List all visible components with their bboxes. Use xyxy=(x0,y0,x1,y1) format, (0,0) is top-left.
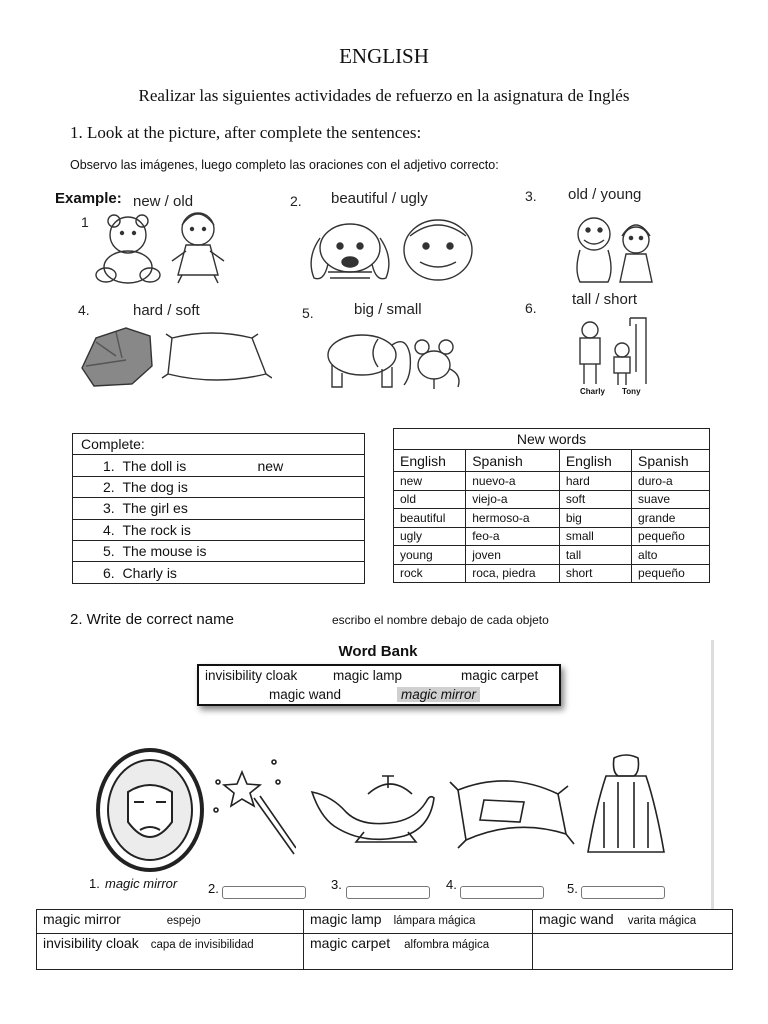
vocab-translation: capa de invisibilidad xyxy=(150,939,254,951)
answer-5-blank[interactable] xyxy=(581,886,665,899)
vocabulary-table xyxy=(36,909,733,970)
vocab-word: magic mirror xyxy=(43,911,121,927)
puppy-and-ogre-illustration xyxy=(300,208,482,284)
row-number: 5. xyxy=(103,543,115,560)
vocab-translation: lámpara mágica xyxy=(393,915,476,927)
vocab-translation: espejo xyxy=(166,915,201,927)
column-header: English xyxy=(559,450,631,472)
elephant-and-mouse-illustration xyxy=(322,325,464,391)
vocab-cell xyxy=(37,910,304,934)
row-number: 1. xyxy=(103,457,115,474)
table-cell: new xyxy=(394,472,466,491)
magic-carpet-illustration xyxy=(444,760,576,858)
new-words-table xyxy=(393,428,710,583)
word-bank-title: Word Bank xyxy=(338,643,418,660)
table-cell: nuevo-a xyxy=(466,472,560,491)
vocab-translation: varita mágica xyxy=(627,915,697,927)
complete-row[interactable] xyxy=(73,519,365,540)
word-bank-item: invisibility cloak xyxy=(205,668,298,683)
table-cell: grande xyxy=(632,509,710,528)
grandfather-and-girl-illustration xyxy=(568,210,664,284)
complete-row[interactable] xyxy=(73,455,365,476)
answer-3-number: 3. xyxy=(331,877,342,892)
picture-2-number: 2. xyxy=(290,193,302,209)
page-subtitle: Realizar las siguientes actividades de refuerzo en la asignatura de Inglés xyxy=(138,86,630,105)
table-row xyxy=(394,509,710,528)
table-row xyxy=(394,490,710,509)
picture-3-number: 3. xyxy=(525,188,537,204)
row-number: 2. xyxy=(103,478,115,495)
row-sentence: Charly is xyxy=(122,564,177,581)
vocab-word: magic lamp xyxy=(310,911,382,927)
row-sentence: The dog is xyxy=(122,478,188,495)
question-2-instructions: escribo el nombre debajo de cada objeto xyxy=(332,613,549,627)
question-2-title: 2. Write de correct name xyxy=(70,611,234,628)
vocab-cell xyxy=(304,934,533,970)
vocab-cell xyxy=(37,934,304,970)
answer-2-number: 2. xyxy=(208,881,219,896)
table-cell: pequeño xyxy=(632,564,710,583)
row-sentence: The rock is xyxy=(122,521,191,538)
vocab-word: magic wand xyxy=(539,911,614,927)
answer-3-blank[interactable] xyxy=(346,886,430,899)
table-cell: pequeño xyxy=(632,527,710,546)
row-number: 3. xyxy=(103,500,115,517)
complete-row[interactable] xyxy=(73,498,365,519)
vocab-cell-empty xyxy=(533,934,733,970)
column-header: Spanish xyxy=(466,450,560,472)
word-bank-item: magic carpet xyxy=(461,668,539,683)
complete-table xyxy=(72,433,365,584)
vocab-cell xyxy=(533,910,733,934)
answer-4-number: 4. xyxy=(446,877,457,892)
row-number: 4. xyxy=(103,521,115,538)
table-cell: feo-a xyxy=(466,527,560,546)
table-cell: alto xyxy=(632,546,710,565)
table-cell: suave xyxy=(632,490,710,509)
word-bank-item: magic lamp xyxy=(333,668,403,683)
complete-header: Complete: xyxy=(73,434,365,455)
question-1-instructions: Observo las imágenes, luego completo las oraciones con el adjetivo correcto: xyxy=(70,158,499,172)
table-cell: beautiful xyxy=(394,509,466,528)
table-row xyxy=(394,472,710,491)
table-row xyxy=(37,910,733,934)
picture-4-label: hard / soft xyxy=(133,302,200,319)
row-sentence: The girl es xyxy=(122,500,188,517)
answer-1-text: magic mirror xyxy=(105,876,178,891)
complete-row[interactable] xyxy=(73,476,365,497)
picture-6-number: 6. xyxy=(525,300,537,316)
table-row xyxy=(394,546,710,565)
charly-and-tony-illustration xyxy=(570,316,670,388)
complete-row[interactable] xyxy=(73,540,365,561)
table-cell: big xyxy=(559,509,631,528)
table-cell: hard xyxy=(559,472,631,491)
complete-row[interactable] xyxy=(73,562,365,583)
row-sentence: The doll is xyxy=(122,457,187,474)
picture-5-label: big / small xyxy=(354,301,422,318)
table-row xyxy=(394,564,710,583)
table-row xyxy=(37,934,733,970)
table-cell: small xyxy=(559,527,631,546)
answer-1-number: 1. xyxy=(89,876,100,891)
magic-mirror-illustration xyxy=(92,746,208,874)
vocab-word: invisibility cloak xyxy=(43,935,139,951)
table-cell: tall xyxy=(559,546,631,565)
vocab-word: magic carpet xyxy=(310,935,391,951)
vocab-cell xyxy=(304,910,533,934)
column-header: English xyxy=(394,450,466,472)
table-cell: old xyxy=(394,490,466,509)
word-bank-item: magic wand xyxy=(269,687,342,702)
magic-wand-illustration xyxy=(204,752,296,858)
picture-2-label: beautiful / ugly xyxy=(331,190,428,207)
answer-2-blank[interactable] xyxy=(222,886,306,899)
new-words-caption: New words xyxy=(394,429,710,450)
picture-6-label: tall / short xyxy=(572,291,638,308)
invisibility-cloak-illustration xyxy=(584,752,668,858)
table-cell: young xyxy=(394,546,466,565)
answer-5-number: 5. xyxy=(567,881,578,896)
table-cell: duro-a xyxy=(632,472,710,491)
row-number: 6. xyxy=(103,564,115,581)
teddy-bear-and-doll-illustration xyxy=(86,205,246,287)
magic-lamp-illustration xyxy=(308,768,438,844)
vocab-translation: alfombra mágica xyxy=(404,939,490,951)
column-header: Spanish xyxy=(632,450,710,472)
page-title: ENGLISH xyxy=(339,44,429,68)
answer-4-blank[interactable] xyxy=(460,886,544,899)
table-row xyxy=(394,527,710,546)
table-cell: viejo-a xyxy=(466,490,560,509)
example-label: Example: xyxy=(55,190,122,207)
scan-edge xyxy=(711,640,714,910)
table-cell: joven xyxy=(466,546,560,565)
row-sentence: The mouse is xyxy=(122,543,207,560)
table-cell: roca, piedra xyxy=(466,564,560,583)
word-bank-box xyxy=(197,664,561,706)
charly-caption: Charly xyxy=(580,387,605,396)
picture-5-number: 5. xyxy=(302,305,314,321)
picture-1-label: new / old xyxy=(133,193,194,210)
table-cell: short xyxy=(559,564,631,583)
question-1-title: 1. Look at the picture, after complete the sentences: xyxy=(70,123,422,142)
table-cell: soft xyxy=(559,490,631,509)
table-cell: ugly xyxy=(394,527,466,546)
row-answer[interactable]: new xyxy=(257,457,284,474)
picture-1-number: 1 xyxy=(81,214,89,230)
picture-4-number: 4. xyxy=(78,302,90,318)
picture-3-label: old / young xyxy=(568,186,642,203)
rock-and-pillow-illustration xyxy=(76,322,272,392)
table-cell: rock xyxy=(394,564,466,583)
tony-caption: Tony xyxy=(622,387,641,396)
word-bank-item-highlighted: magic mirror xyxy=(397,687,480,702)
table-cell: hermoso-a xyxy=(466,509,560,528)
